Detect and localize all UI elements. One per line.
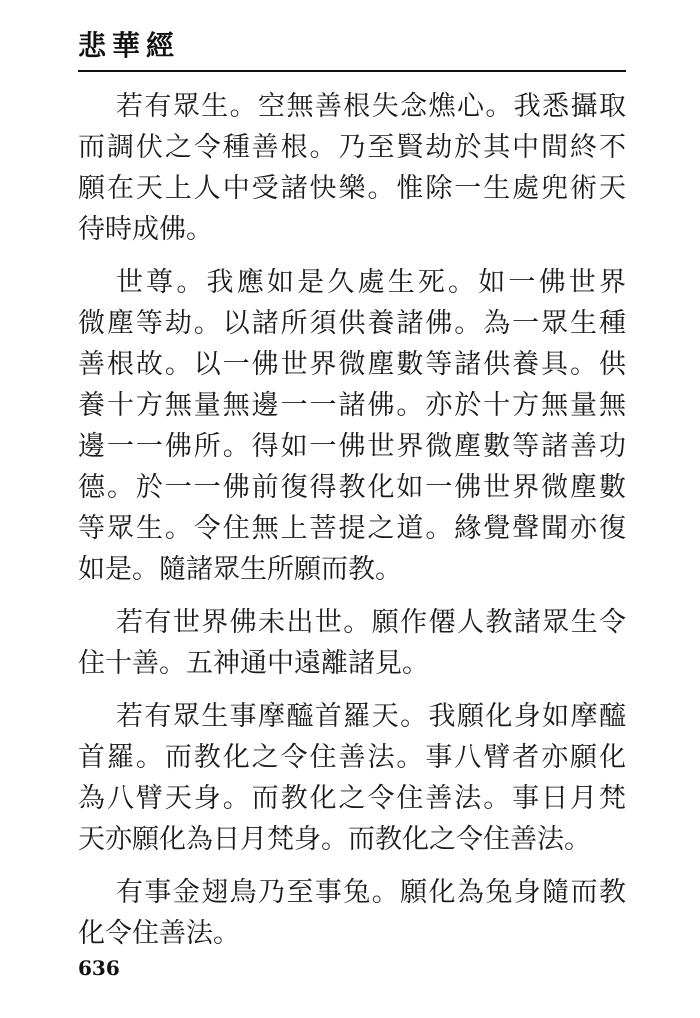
text-line: 若有眾生事摩醯首羅天。我願化身如摩醯 [116, 701, 626, 732]
text-line: 而調伏之令種善根。乃至賢劫於其中間終不 [78, 132, 626, 163]
paragraph [78, 86, 626, 250]
paragraph [78, 872, 626, 954]
text-line: 世尊。我應如是久處生死。如一佛世界 [116, 267, 626, 298]
text-line: 待時成佛。 [78, 214, 213, 245]
text-line: 善根故。以一佛世界微塵數等諸供養具。供 [78, 349, 626, 380]
book-title: 悲華經 [78, 29, 181, 62]
page-number: 636 [78, 956, 120, 980]
text-line: 為八臂天身。而教化之令住善法。事日月梵 [78, 783, 626, 814]
text-line: 養十方無量無邊一一諸佛。亦於十方無量無 [78, 390, 626, 421]
text-line: 化令住善法。 [78, 918, 240, 949]
running-header [78, 26, 626, 72]
paragraph [78, 262, 626, 590]
text-line: 微塵等劫。以諸所須供養諸佛。為一眾生種 [78, 308, 626, 339]
text-line: 住十善。五神通中遠離諸見。 [78, 648, 429, 679]
paragraph [78, 602, 626, 684]
text-line: 邊一一佛所。得如一佛世界微塵數等諸善功 [78, 431, 626, 462]
text-line: 若有世界佛未出世。願作僊人教諸眾生令 [116, 607, 626, 638]
paragraph [78, 696, 626, 860]
text-line: 天亦願化為日月梵身。而教化之令住善法。 [78, 824, 591, 855]
text-line: 首羅。而教化之令住善法。事八臂者亦願化 [78, 742, 626, 773]
text-line: 等眾生。令住無上菩提之道。緣覺聲聞亦復 [78, 513, 626, 544]
sutra-text-body [78, 86, 626, 966]
text-line: 如是。隨諸眾生所願而教。 [78, 554, 402, 585]
text-line: 有事金翅鳥乃至事兔。願化為兔身隨而教 [116, 877, 626, 908]
text-line: 願在天上人中受諸快樂。惟除一生處兜術天 [78, 173, 626, 204]
text-line: 若有眾生。空無善根失念燋心。我悉攝取 [116, 91, 626, 122]
text-line: 德。於一一佛前復得教化如一佛世界微塵數 [78, 472, 626, 503]
